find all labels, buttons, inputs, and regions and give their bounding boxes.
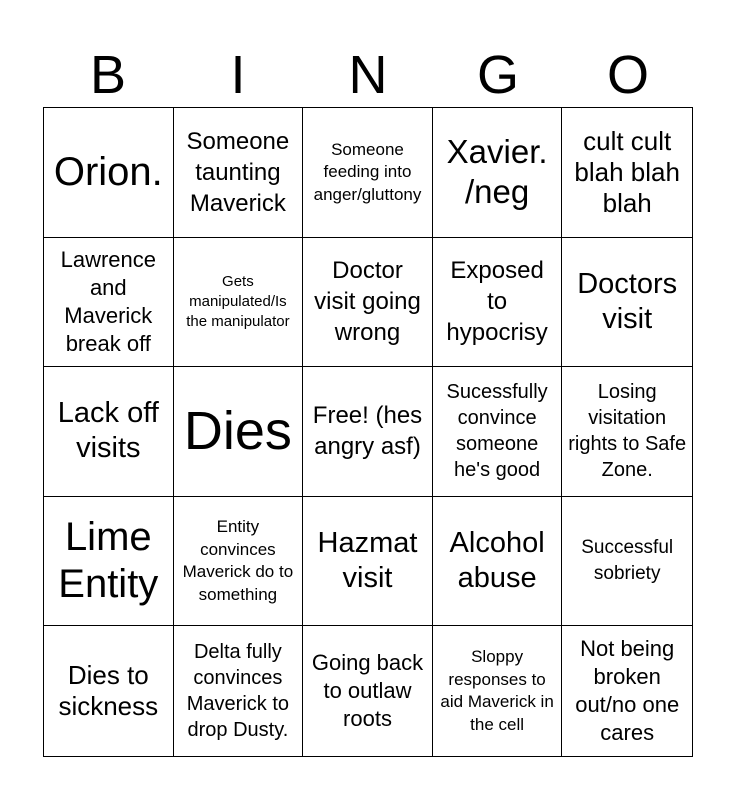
cell-text: Successful sobriety — [581, 537, 674, 585]
bingo-cell[interactable] — [174, 626, 304, 756]
cell-text: Orion. — [53, 149, 163, 194]
bingo-cell[interactable] — [562, 367, 692, 497]
bingo-board — [43, 107, 693, 757]
cell-text: Hazmat visit — [317, 526, 418, 595]
cell-text: Going back to outlaw roots — [311, 649, 424, 732]
bingo-cell[interactable] — [562, 108, 692, 238]
bingo-cell[interactable] — [174, 497, 304, 627]
cell-text: Alcohol abuse — [449, 526, 545, 595]
bingo-cell[interactable] — [44, 108, 174, 238]
cell-text: Doctor visit going wrong — [314, 257, 421, 347]
bingo-cell[interactable] — [303, 108, 433, 238]
bingo-cell[interactable] — [174, 238, 304, 368]
cell-text: Lawrence and Maverick break off — [60, 246, 156, 357]
bingo-cell[interactable] — [44, 367, 174, 497]
bingo-cell[interactable] — [433, 108, 563, 238]
bingo-cell[interactable] — [174, 367, 304, 497]
header-letter-g: G — [476, 45, 519, 105]
cell-text: Gets manipulated/Is the manipulator — [186, 272, 290, 331]
cell-text: Dies to sickness — [58, 660, 159, 722]
bingo-cell[interactable] — [433, 497, 563, 627]
bingo-cell[interactable] — [44, 238, 174, 368]
cell-text: Sloppy responses to aid Maverick in the cell — [440, 647, 554, 734]
cell-text: Delta fully convinces Maverick to drop Dusty. — [186, 641, 290, 742]
bingo-cell[interactable] — [562, 238, 692, 368]
cell-text: Free! (hes angry asf) — [312, 402, 423, 461]
bingo-cell[interactable] — [562, 497, 692, 627]
cell-text: Losing visitation rights to Safe Zone. — [568, 381, 687, 482]
bingo-cell[interactable] — [433, 626, 563, 756]
cell-text: Someone feeding into anger/gluttony — [313, 139, 422, 204]
cell-text: cult cult blah blah blah — [574, 125, 680, 218]
bingo-cell[interactable] — [562, 626, 692, 756]
cell-text: Exposed to hypocrisy — [446, 257, 548, 347]
header-letter-i: I — [230, 45, 246, 105]
bingo-cell[interactable] — [303, 238, 433, 368]
cell-text: Not being broken out/no one cares — [575, 635, 680, 746]
bingo-header — [43, 42, 693, 108]
bingo-cell[interactable] — [174, 108, 304, 238]
bingo-cell[interactable] — [44, 626, 174, 756]
cell-text: Sucessfully convince someone he's good — [446, 381, 548, 482]
bingo-cell[interactable] — [433, 238, 563, 368]
bingo-cell[interactable] — [44, 497, 174, 627]
cell-text: Entity convinces Maverick do to something — [182, 517, 294, 604]
cell-text: Lime Entity — [58, 514, 159, 607]
bingo-cell[interactable] — [303, 626, 433, 756]
cell-text: Someone taunting Maverick — [186, 127, 290, 217]
header-letter-o: O — [606, 45, 649, 105]
header-letter-b: B — [89, 45, 127, 105]
bingo-cell[interactable] — [433, 367, 563, 497]
cell-text: Xavier. /neg — [446, 133, 548, 211]
cell-text: Doctors visit — [577, 267, 678, 335]
header-letter-n: N — [348, 45, 388, 105]
bingo-cell[interactable] — [303, 367, 433, 497]
bingo-cell[interactable] — [303, 497, 433, 627]
cell-text: Dies — [183, 401, 292, 462]
cell-text: Lack off visits — [57, 397, 159, 465]
